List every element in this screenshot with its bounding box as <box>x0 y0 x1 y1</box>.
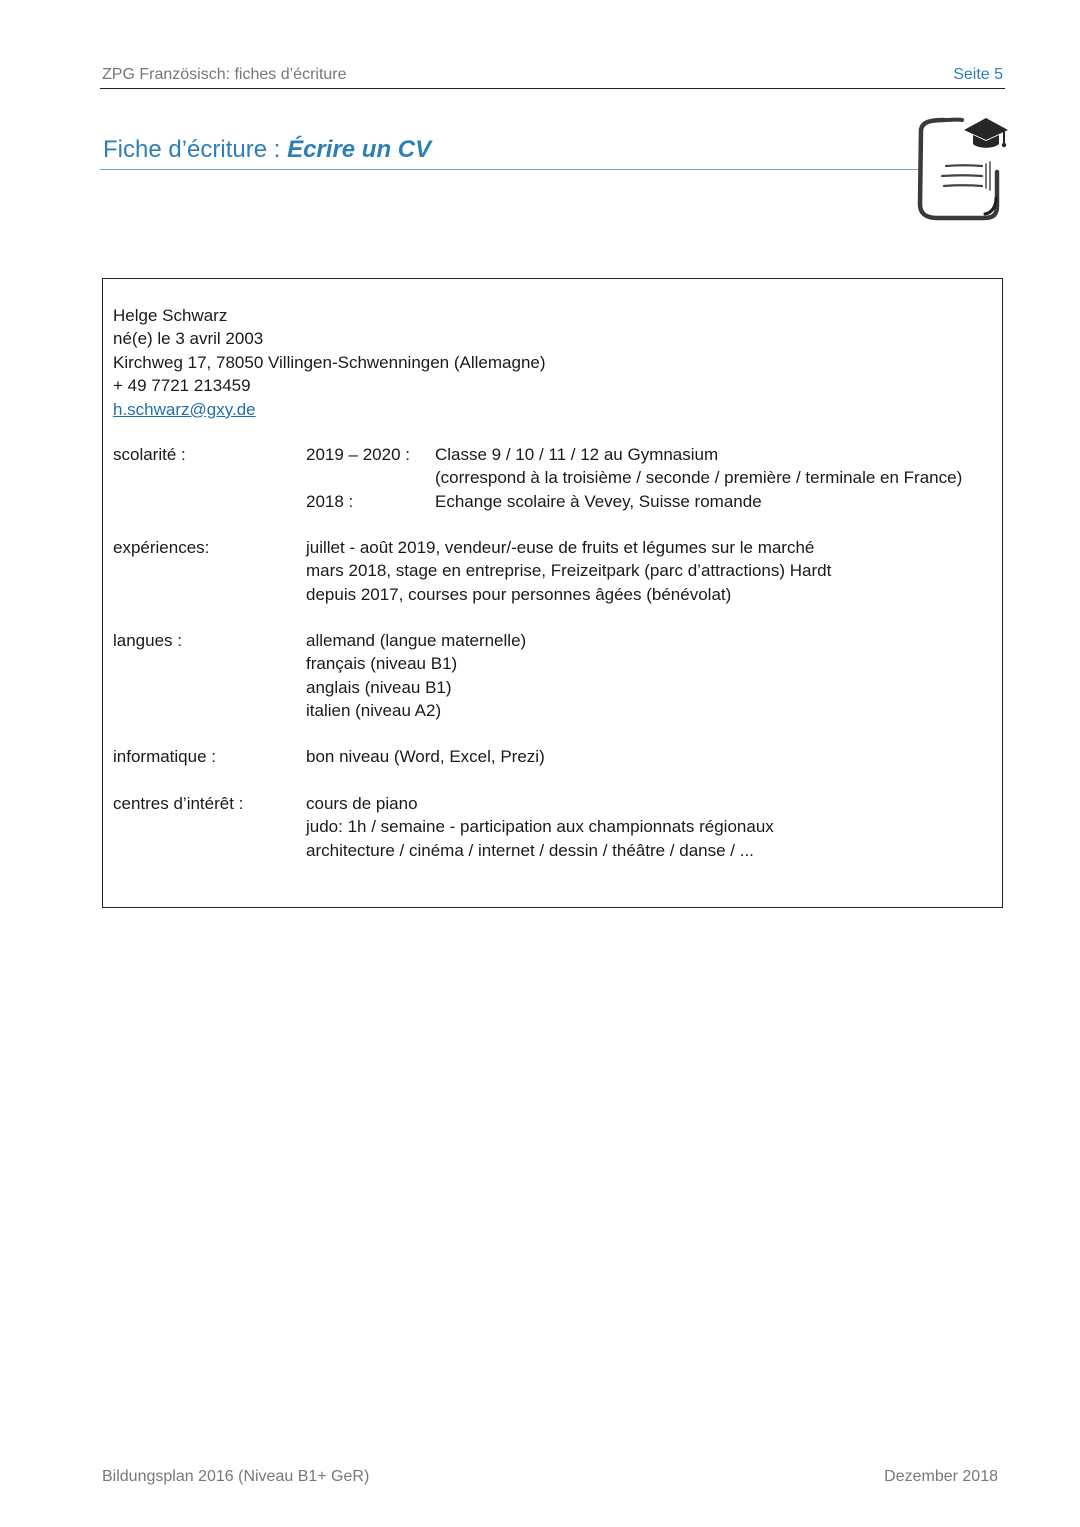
experience-item: juillet - août 2019, vendeur/-euse de fruits et légumes sur le marché <box>306 538 815 557</box>
worksheet-title <box>103 136 431 164</box>
interest-item: architecture / cinéma / internet / dessin / théâtre / danse / ... <box>306 840 754 860</box>
contact-email-link[interactable]: h.schwarz@gxy.de <box>113 399 256 419</box>
contact-name: Helge Schwarz <box>113 306 228 325</box>
footer-date: Dezember 2018 <box>884 1468 998 1485</box>
section-label-experience: expériences: <box>113 538 210 557</box>
education-entry <box>306 443 962 490</box>
computing-item: bon niveau (Word, Excel, Prezi) <box>306 747 545 766</box>
footer-curriculum: Bildungsplan 2016 (Niveau B1+ GeR) <box>102 1468 370 1485</box>
clipboard-graduation-cap-icon <box>912 106 1012 228</box>
languages-list <box>306 629 526 723</box>
header-page-number: Seite 5 <box>953 66 1003 83</box>
section-label-education: scolarité : <box>113 445 186 464</box>
experience-list <box>306 536 831 606</box>
education-line: Echange scolaire à Vevey, Suisse romande <box>435 491 762 511</box>
contact-phone: + 49 7721 213459 <box>113 376 251 396</box>
worksheet-title-emphasis: Écrire un CV <box>287 136 432 163</box>
education-line: (correspond à la troisième / seconde / première / terminale en France) <box>435 468 963 488</box>
section-label-interests: centres d’intérêt : <box>113 794 244 813</box>
page-footer <box>100 1466 1000 1490</box>
experience-item: depuis 2017, courses pour personnes âgées (bénévolat) <box>306 584 732 604</box>
worksheet-title-row <box>100 136 918 170</box>
education-year: 2019 – 2020 : <box>306 445 410 464</box>
language-item: anglais (niveau B1) <box>306 677 452 697</box>
contact-address: Kirchweg 17, 78050 Villingen-Schwenningen (Allemagne) <box>113 352 546 372</box>
education-year: 2018 : <box>306 491 354 511</box>
contact-birthdate: né(e) le 3 avril 2003 <box>113 329 264 349</box>
education-entries <box>306 443 962 513</box>
experience-item: mars 2018, stage en entreprise, Freizeitpark (parc d’attractions) Hardt <box>306 561 832 581</box>
language-item: italien (niveau A2) <box>306 701 442 721</box>
language-item: allemand (langue maternelle) <box>306 631 527 650</box>
interests-list <box>306 792 774 862</box>
interest-item: cours de piano <box>306 794 418 813</box>
computing-list <box>306 745 545 768</box>
interest-item: judo: 1h / semaine - participation aux championnats régionaux <box>306 817 774 837</box>
worksheet-title-prefix: Fiche d’écriture : <box>103 136 288 163</box>
section-label-computing: informatique : <box>113 747 216 766</box>
section-label-languages: langues : <box>113 631 182 650</box>
contact-block <box>113 304 546 421</box>
language-item: français (niveau B1) <box>306 654 458 674</box>
education-entry <box>306 490 962 513</box>
education-line: Classe 9 / 10 / 11 / 12 au Gymnasium <box>435 445 719 464</box>
cv-box <box>102 278 1003 908</box>
page-header <box>100 62 1005 89</box>
header-document-title: ZPG Französisch: fiches d’écriture <box>102 66 347 83</box>
